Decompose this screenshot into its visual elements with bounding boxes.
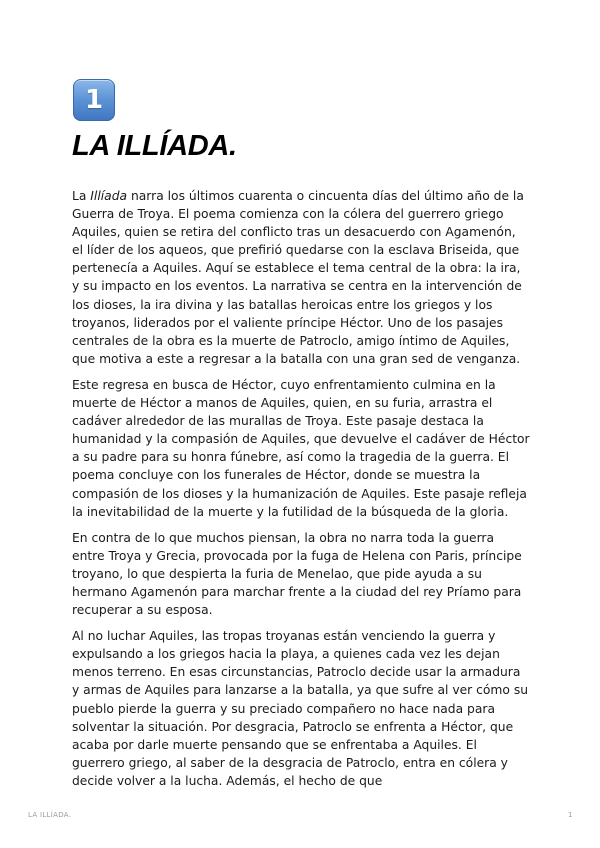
paragraph-2: Este regresa en busca de Héctor, cuyo enfrentamiento culmina en la muerte de Héctor a manos de Aquiles, quien, en su furia, arrastra el cadáver alrededor de las murallas de Troya. Este pasaje destaca la humanidad y la compasión de Aquiles, que devuelve el cadáver de Héctor a su padre para su honra fúnebre, así como la tragedia de la guerra. El poema concluye con los funerales de Héctor, donde se muestra la compasión de los dioses y la humanización de Aquiles. Este pasaje refleja la inevitabilidad de la muerte y la futilidad de la búsqueda de la gloria. — [72, 377, 530, 519]
footer-running-title: LA ILLÍADA. — [28, 811, 72, 819]
chapter-number-badge — [73, 79, 115, 121]
paragraph-3: En contra de lo que muchos piensan, la obra no narra toda la guerra entre Troya y Grecia, provocada por la fuga de Helena con Paris, príncipe troyano, lo que despierta la furia de Menelao, que pide ayuda a su hermano Agamenón para marchar frente a la ciudad del rey Príamo para recuperar a su esposa. — [72, 530, 522, 618]
paragraph-4: Al no luchar Aquiles, las tropas troyanas están venciendo la guerra y expulsando a los griegos hacia la playa, a quienes cada vez les dejan menos terreno. En esas circunstancias, Patroclo decide usar la armadura y armas de Aquiles para lanzarse a la batalla, ya que sufre al ver cómo su pueblo pierde la guerra y su preciado compañero no hace nada para solventar la situación. Por desgracia, Patroclo se enfrenta a Héctor, que acaba por darle muerte pensando que se enfrentaba a Aquiles. El guerrero griego, al saber de la desgracia de Patroclo, entra en cólera y decide volver a la lucha. Además, el hecho de que — [72, 629, 529, 788]
paragraph-1-text: narra los últimos cuarenta o cincuenta días del último año de la Guerra de Troya. El poema comienza con la cólera del guerrero griego Aquiles, quien se retira del conflicto tras un desacuerdo con Agamenón, el líder de los aqueos, que prefirió quedarse con la esclava Briseida, que pertenecía a Aquiles. Aquí se establece el tema central de la obra: la ira, y su impacto en los eventos. La narrativa se centra en la intervención de los dioses, la ira divina y las batallas heroicas entre los griegos y los troyanos, liderados por el valiente príncipe Héctor. Uno de los pasajes centrales de la obra es la muerte de Patroclo, amigo íntimo de Aquiles, que motiva a este a regresar a la batalla con una gran sed de venganza. — [72, 189, 524, 366]
footer-page-number: 1 — [568, 811, 573, 819]
paragraph-1 — [72, 187, 530, 368]
work-title-italic: Illíada — [90, 189, 128, 203]
paragraph-1-lead: La — [72, 189, 91, 203]
chapter-number: 1 — [84, 85, 104, 115]
chapter-title: LA ILLÍADA. — [72, 130, 237, 162]
chapter-body — [72, 187, 530, 798]
